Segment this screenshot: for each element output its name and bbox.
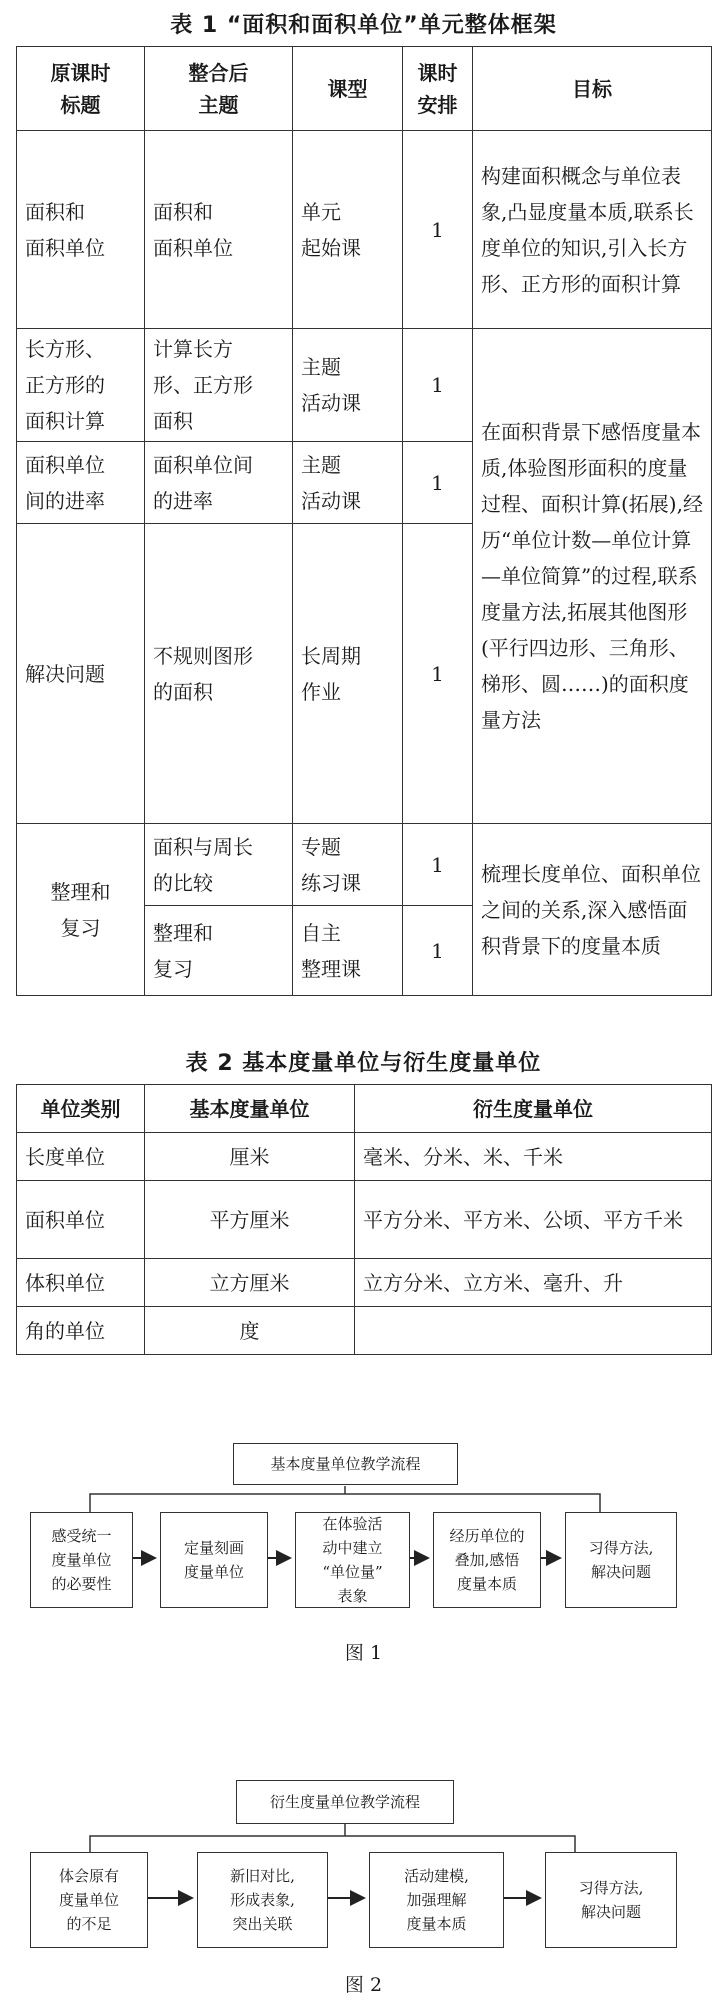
cell-topic: 面积和 面积单位 xyxy=(145,131,293,329)
cell-type: 主题 活动课 xyxy=(293,329,403,442)
cell-hours: 1 xyxy=(403,524,473,824)
header-original-lesson: 原课时 标题 xyxy=(17,47,145,131)
cell-goal: 在面积背景下感悟度量本质,体验图形面积的度量过程、面积计算(拓展),经历“单位计数—单位计算—单位简算”的过程,联系度量方法,拓展其他图形(平行四边形、三角形、梯形、圆……)的面积度量方法 xyxy=(473,329,712,824)
cell-topic: 面积与周长 的比较 xyxy=(145,824,293,906)
cell-type: 单元 起始课 xyxy=(293,131,403,329)
cell-type: 专题 练习课 xyxy=(293,824,403,906)
figure1-caption: 图 1 xyxy=(344,1642,383,1664)
cell-base: 厘米 xyxy=(145,1133,355,1181)
cell-original: 整理和 复习 xyxy=(17,824,145,996)
cell-type: 自主 整理课 xyxy=(293,906,403,996)
cell-base: 平方厘米 xyxy=(145,1181,355,1259)
cell-category: 长度单位 xyxy=(17,1133,145,1181)
cell-hours: 1 xyxy=(403,329,473,442)
cell-derived: 平方分米、平方米、公顷、平方千米 xyxy=(355,1181,712,1259)
figure1-brace xyxy=(90,1494,600,1512)
figure2-title: 衍生度量单位教学流程 xyxy=(236,1780,454,1824)
header-base-unit: 基本度量单位 xyxy=(145,1085,355,1133)
cell-original: 长方形、 正方形的 面积计算 xyxy=(17,329,145,442)
table2-title: 表 2 基本度量单位与衍生度量单位 xyxy=(185,1051,542,1076)
cell-type: 主题 活动课 xyxy=(293,442,403,524)
header-derived-unit: 衍生度量单位 xyxy=(355,1085,712,1133)
cell-category: 面积单位 xyxy=(17,1181,145,1259)
flow-step: 在体验活 动中建立 “单位量” 表象 xyxy=(295,1512,410,1608)
header-hours: 课时 安排 xyxy=(403,47,473,131)
cell-hours: 1 xyxy=(403,906,473,996)
cell-topic: 计算长方 形、正方形 面积 xyxy=(145,329,293,442)
header-lesson-type: 课型 xyxy=(293,47,403,131)
cell-derived: 毫米、分米、米、千米 xyxy=(355,1133,712,1181)
cell-type: 长周期 作业 xyxy=(293,524,403,824)
table1-title: 表 1 “面积和面积单位”单元整体框架 xyxy=(170,13,557,38)
flow-step: 新旧对比, 形成表象, 突出关联 xyxy=(197,1852,328,1948)
flow-step: 习得方法, 解决问题 xyxy=(545,1852,677,1948)
flow-step: 经历单位的 叠加,感悟 度量本质 xyxy=(433,1512,541,1608)
cell-category: 体积单位 xyxy=(17,1259,145,1307)
flow-step: 感受统一 度量单位 的必要性 xyxy=(30,1512,133,1608)
header-unit-category: 单位类别 xyxy=(17,1085,145,1133)
cell-goal: 构建面积概念与单位表象,凸显度量本质,联系长度单位的知识,引入长方形、正方形的面积计算 xyxy=(473,131,712,329)
cell-topic: 整理和 复习 xyxy=(145,906,293,996)
flow-step: 定量刻画 度量单位 xyxy=(160,1512,268,1608)
figure2-caption: 图 2 xyxy=(344,1974,383,1996)
flow-step: 体会原有 度量单位 的不足 xyxy=(30,1852,148,1948)
header-goal: 目标 xyxy=(473,47,712,131)
cell-topic: 不规则图形 的面积 xyxy=(145,524,293,824)
flow-step: 习得方法, 解决问题 xyxy=(565,1512,677,1608)
flow-step: 活动建模, 加强理解 度量本质 xyxy=(369,1852,504,1948)
cell-base: 立方厘米 xyxy=(145,1259,355,1307)
cell-topic: 面积单位间 的进率 xyxy=(145,442,293,524)
cell-goal: 梳理长度单位、面积单位之间的关系,深入感悟面积背景下的度量本质 xyxy=(473,824,712,996)
cell-hours: 1 xyxy=(403,131,473,329)
cell-hours: 1 xyxy=(403,442,473,524)
cell-original: 面积和 面积单位 xyxy=(17,131,145,329)
figure1-title: 基本度量单位教学流程 xyxy=(233,1443,458,1485)
cell-derived: 立方分米、立方米、毫升、升 xyxy=(355,1259,712,1307)
header-integrated-topic: 整合后 主题 xyxy=(145,47,293,131)
cell-category: 角的单位 xyxy=(17,1307,145,1355)
cell-original: 解决问题 xyxy=(17,524,145,824)
figure2-brace xyxy=(90,1836,575,1852)
cell-original: 面积单位 间的进率 xyxy=(17,442,145,524)
cell-hours: 1 xyxy=(403,824,473,906)
cell-base: 度 xyxy=(145,1307,355,1355)
